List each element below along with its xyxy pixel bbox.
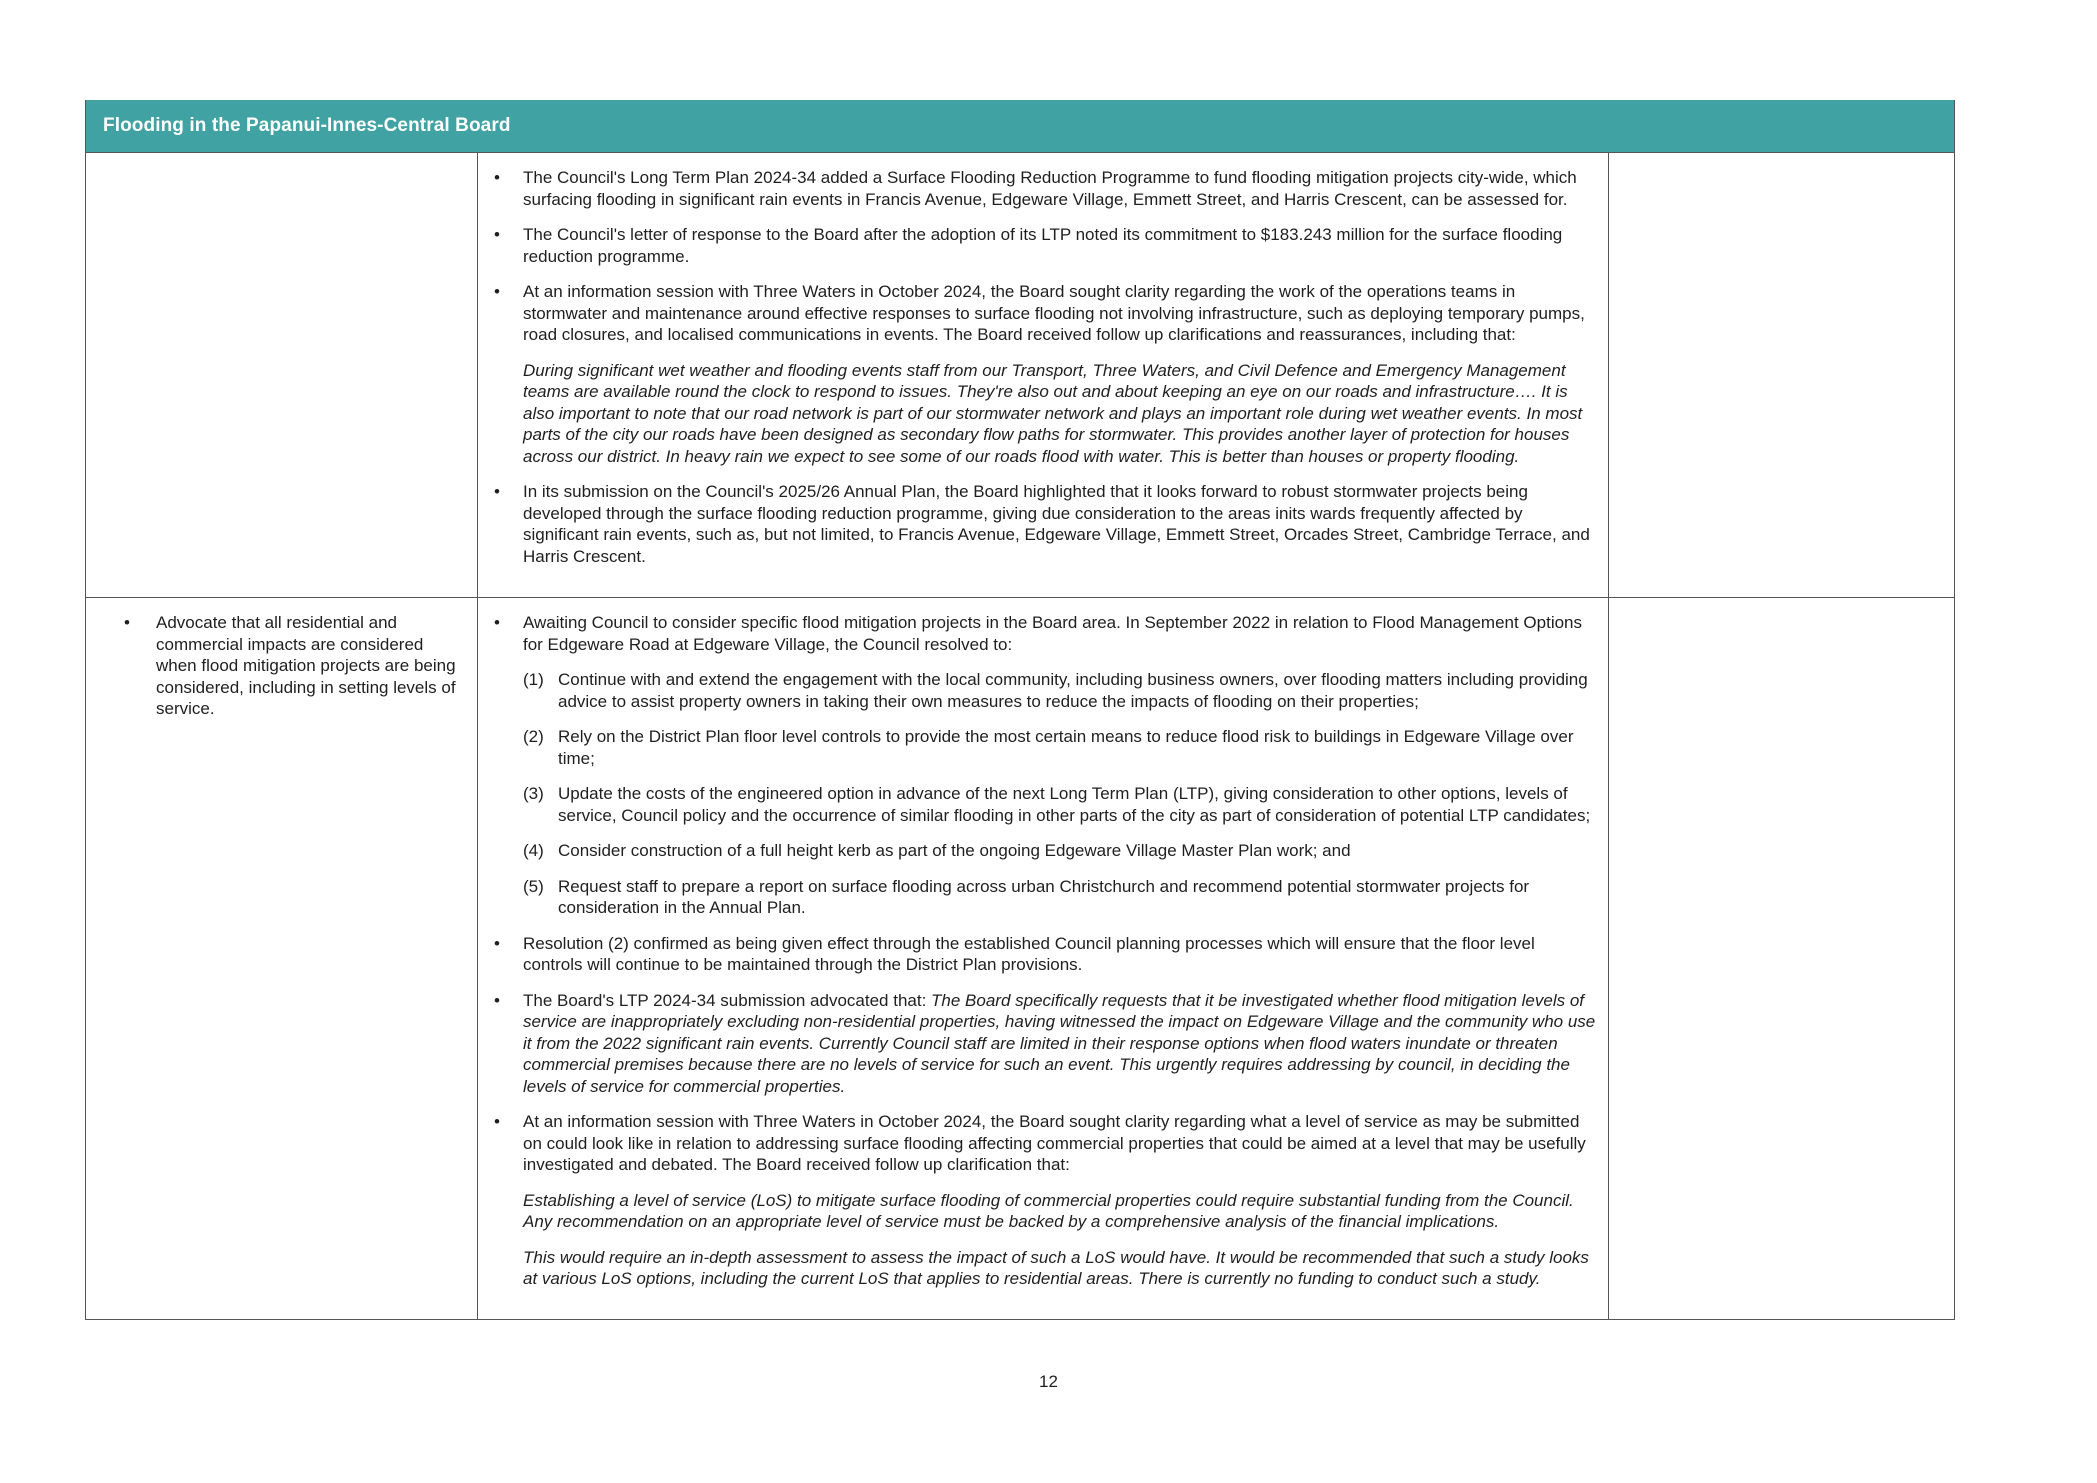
quote-paragraph: During significant wet weather and flooding events staff from our Transport, Three Waters, and Civil Defence and Emergency Management teams are available round the clock to respond to issues. They're also out and about keeping an eye on our roads and infrastructure…. It is also important to note that our road network is part of our stormwater network and plays an important role during wet weather events. In most parts of the city our roads have been designed as secondary flow paths for stormwater. This provides another layer of protection for houses across our district. In heavy rain we expect to see some of our roads flood with water. This is better than houses or property flooding. — [523, 360, 1583, 466]
row-2-right-cell — [1609, 597, 1954, 1319]
bullet-marker: • — [494, 168, 500, 187]
list-item — [478, 990, 1598, 1098]
table-row — [86, 597, 1954, 1319]
list-item — [86, 612, 467, 720]
number-marker: (1) — [523, 670, 544, 689]
row-2-middle-cell — [478, 597, 1609, 1319]
list-item — [478, 224, 1598, 267]
bullet-marker: • — [494, 482, 500, 501]
paragraph-text: Rely on the District Plan floor level controls to provide the most certain means to reduce flood risk to buildings in Edgeware Village over time; — [558, 727, 1574, 768]
bullet-marker: • — [494, 225, 500, 244]
table-header — [86, 100, 1954, 152]
paragraph-text: At an information session with Three Waters in October 2024, the Board sought clarity regarding the work of the operations teams in stormwater and maintenance around effective responses to surface flooding not involving infrastructure, such as deploying temporary pumps, road closures, and localised communications in events. The Board received follow up clarifications and reassurances, including that: — [523, 282, 1585, 344]
page-number: 12 — [1039, 1372, 1058, 1391]
paragraph-text: Request staff to prepare a report on surface flooding across urban Christchurch and recommend potential stormwater projects for consideration in the Annual Plan. — [558, 876, 1530, 917]
paragraph-text: In its submission on the Council's 2025/26 Annual Plan, the Board highlighted that it looks forward to robust stormwater projects being developed through the surface flooding reduction programme, giving due consideration to the areas inits wards frequently affected by significant rain events, such as, but not limited, to Francis Avenue, Edgeware Village, Emmett Street, Orcades Street, Cambridge Terrace, and Harris Crescent. — [523, 482, 1590, 566]
bullet-marker: • — [494, 613, 500, 632]
number-marker: (2) — [523, 727, 544, 746]
row-1-middle-cell — [478, 152, 1609, 597]
bullet-marker: • — [494, 933, 500, 953]
paragraph-text: The Council's letter of response to the Board after the adoption of its LTP noted its commitment to $183.243 million for the surface flooding reduction programme. — [523, 225, 1563, 266]
list-item — [478, 933, 1598, 976]
flooding-table — [85, 100, 1955, 1320]
list-item — [478, 726, 1598, 769]
number-marker: (4) — [523, 841, 544, 860]
paragraph-text: Consider construction of a full height kerb as part of the ongoing Edgeware Village Master Plan work; and — [558, 841, 1351, 860]
table-body — [86, 152, 1954, 1319]
list-item — [478, 167, 1598, 210]
number-marker: (3) — [523, 784, 544, 803]
bullet-marker: • — [124, 613, 130, 632]
paragraph-text: The Council's Long Term Plan 2024-34 added a Surface Flooding Reduction Programme to fund flooding mitigation projects city-wide, which surfacing flooding in significant rain events in Francis Avenue, Edgeware Village, Emmett Street, and Harris Crescent, can be assessed for. — [523, 168, 1577, 209]
quoted-italic-text: The Board specifically requests that it be investigated whether flood mitigation levels of service are inappropriately excluding non-residential properties, having witnessed the impact on Edgeware Village and the community who use it from the 2022 significant rain events. Currently Council staff are limited in their response options when flood waters inundate or threaten commercial premises because there are no levels of service for such an event. This urgently requires addressing by council, in deciding the levels of service for commercial properties. — [523, 990, 1596, 1096]
quote-paragraph: This would require an in-depth assessment to assess the impact of such a LoS would have. It would be recommended that such a study looks at various LoS options, including the current LoS that applies to residential areas. There is currently no funding to conduct such a study. — [523, 1247, 1589, 1288]
list-item — [478, 840, 1598, 862]
paragraph-text: Awaiting Council to consider specific flood mitigation projects in the Board area. In September 2022 in relation to Flood Management Options for Edgeware Road at Edgeware Village, the Council resolved to: — [523, 613, 1583, 654]
paragraph-text: Resolution (2) confirmed as being given effect through the established Council planning processes which will ensure that the floor level controls will continue to be maintained through the District Plan provisions. — [523, 933, 1535, 974]
list-item — [478, 612, 1598, 655]
paragraph-text: Update the costs of the engineered option in advance of the next Long Term Plan (LTP), giving consideration to other options, levels of service, Council policy and the occurrence of similar flooding in other parts of the city as part of consideration of potential LTP candidates; — [558, 784, 1591, 825]
list-item — [478, 481, 1598, 567]
list-item — [478, 876, 1598, 919]
row-1-left-cell — [86, 152, 478, 597]
number-marker: (5) — [523, 876, 544, 896]
table-row — [86, 152, 1954, 597]
paragraph-text: At an information session with Three Waters in October 2024, the Board sought clarity regarding what a level of service as may be submitted on could look like in relation to addressing surface flooding affecting commercial properties that could be aimed at a level that may be usefully investigated and debated. The Board received follow up clarification that: — [523, 1112, 1586, 1174]
list-item — [478, 669, 1598, 712]
list-item — [478, 783, 1598, 826]
bullet-marker: • — [494, 990, 500, 1010]
paragraph-text: Continue with and extend the engagement with the local community, including business owners, over flooding matters including providing advice to assist property owners in taking their own measures to reduce the impacts of flooding on their properties; — [558, 670, 1588, 711]
row-2-left-cell — [86, 597, 478, 1319]
bullet-marker: • — [494, 1112, 500, 1131]
list-item — [478, 1111, 1598, 1176]
row-1-right-cell — [1609, 152, 1954, 597]
list-item — [478, 281, 1598, 346]
quote-paragraph: Establishing a level of service (LoS) to mitigate surface flooding of commercial properties could require substantial funding from the Council. Any recommendation on an appropriate level of service must be backed by a comprehensive analysis of the financial implications. — [523, 1190, 1574, 1231]
paragraph-text: Advocate that all residential and commercial impacts are considered when flood mitigation projects are being considered, including in setting levels of service. — [156, 613, 456, 718]
table-title: Flooding in the Papanui-Innes-Central Board — [103, 115, 511, 136]
paragraph-text: The Board's LTP 2024-34 submission advocated that: — [523, 990, 932, 1010]
bullet-marker: • — [494, 282, 500, 301]
